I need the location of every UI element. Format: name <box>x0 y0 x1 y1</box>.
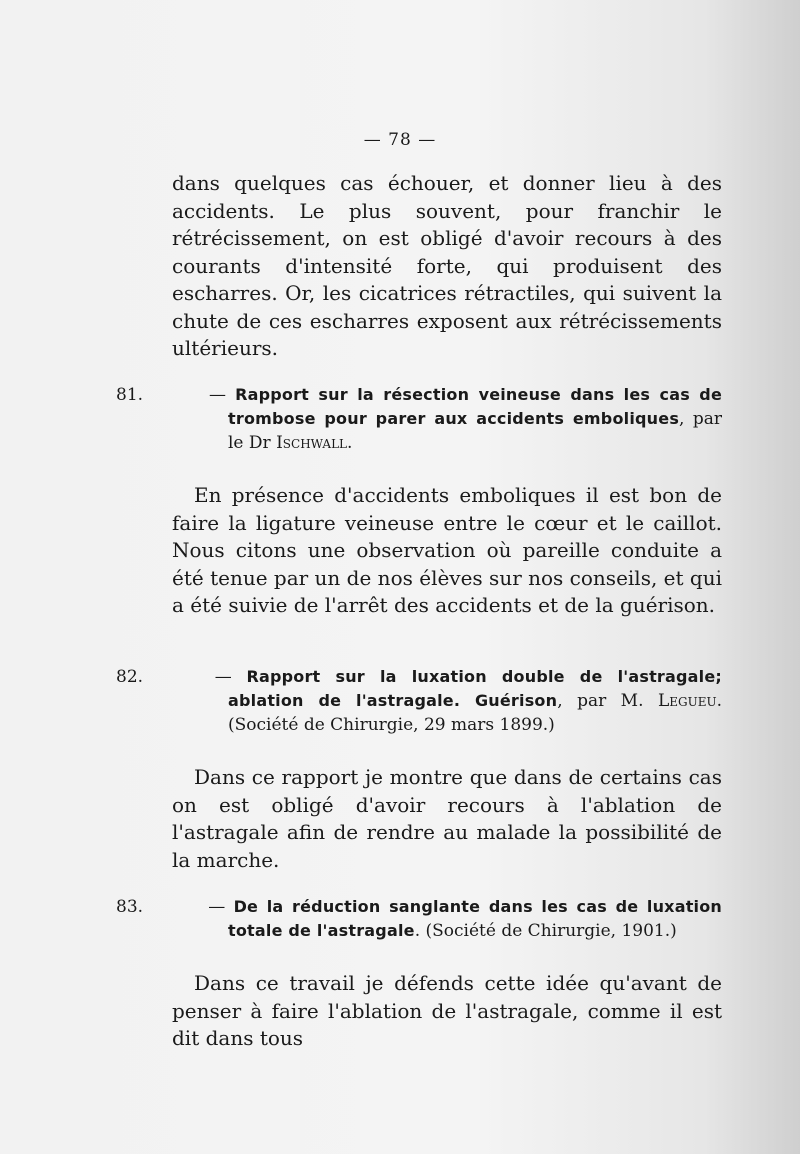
entry-number: 81. <box>116 385 144 405</box>
entry-number: 82. <box>116 667 144 687</box>
page-number: — 78 — <box>363 130 437 150</box>
entry-source: (Société de Chirurgie, 29 mars 1899.) <box>228 715 555 735</box>
entry-title: Rapport sur la résection veineuse dans les cas de trombose pour parer aux accidents emboliques <box>228 385 723 428</box>
entry-byline: , par le <box>228 409 722 453</box>
entry-dash: — <box>208 897 226 917</box>
paragraph-82-summary <box>172 764 722 874</box>
entry-source: . (Société de Chirurgie, 1901.) <box>414 921 677 941</box>
entry-heading <box>116 665 723 737</box>
entry-title: Rapport sur la luxation double de l'astragale; ablation de l'astragale. Guérison <box>228 667 723 710</box>
author-name: Legueu. <box>657 691 722 711</box>
paragraph-83-summary <box>172 970 722 1053</box>
entry-dash: — <box>209 385 227 405</box>
paragraph-text: Dans ce rapport je montre que dans de certains cas on est obligé d'avoir recours à l'ablation de l'astragale afin de rendre au malade la possibilité de la marche. <box>172 765 722 872</box>
entry-heading <box>116 895 723 943</box>
paragraph-text: dans quelques cas échouer, et donner lieu à des accidents. Le plus souvent, pour franchir le rétrécissement, on est obligé d'avoir recours à des courants d'intensité forte, qui produisent des escharres. Or, les cicatrices rétractiles, qui suivent la chute de ces escharres exposent aux rétrécissements ultérieurs. <box>172 171 722 360</box>
paragraph-text: En présence d'accidents emboliques il est bon de faire la ligature veineuse entre le cœur et le caillot. Nous citons une observation où pareille conduite a été tenue par un de nos élèves sur nos conseils, et qui a été suivie de l'arrêt des accidents et de la guérison. <box>172 483 722 617</box>
entry-81 <box>116 383 723 455</box>
entry-dash: — <box>214 667 232 687</box>
entry-83 <box>116 895 723 943</box>
paragraph-text: Dans ce travail je défends cette idée qu'avant de penser à faire l'ablation de l'astragale, comme il est dit dans tous <box>172 971 722 1050</box>
author-name: Ischwall. <box>276 433 353 453</box>
entry-heading <box>116 383 723 455</box>
entry-number: 83. <box>116 897 144 917</box>
entry-82 <box>116 665 723 737</box>
entry-title: De la réduction sanglante dans les cas de luxation totale de l'astragale <box>228 897 723 940</box>
author-prefix: Dr <box>248 433 271 453</box>
paragraph-continuation <box>172 170 722 363</box>
paragraph-81-summary <box>172 482 722 620</box>
entry-byline: , par M. <box>557 691 644 711</box>
